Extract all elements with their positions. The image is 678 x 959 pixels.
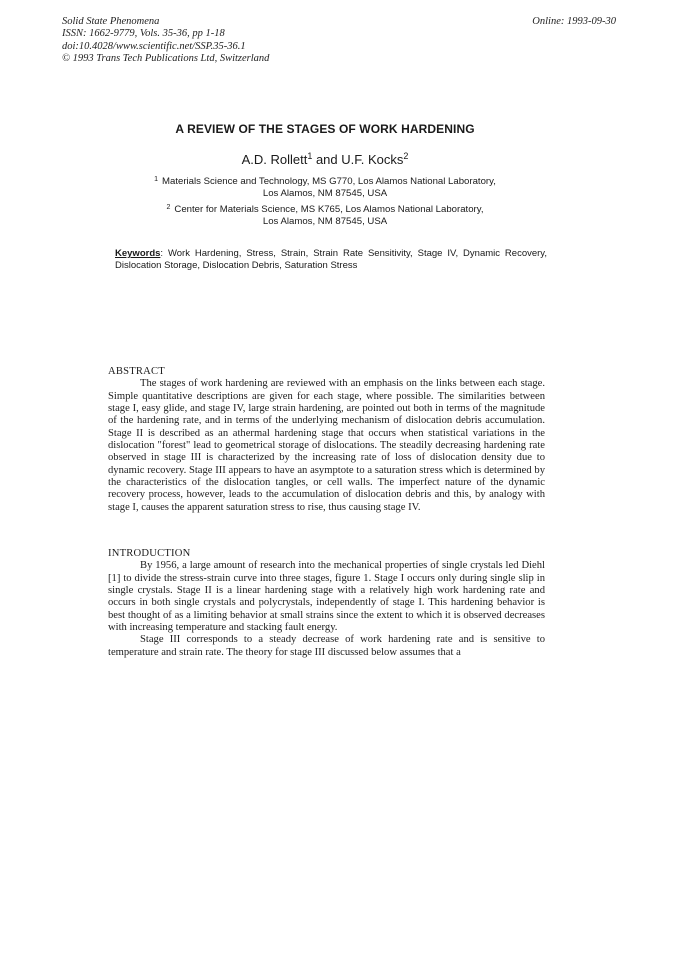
affiliation-1-line2: Los Alamos, NM 87545, USA xyxy=(262,188,388,200)
doi-line: doi:10.4028/www.scientific.net/SSP.35-36.1 xyxy=(62,40,246,52)
abstract-heading: ABSTRACT xyxy=(108,366,165,377)
introduction-section xyxy=(108,548,545,659)
introduction-paragraph-1: By 1956, a large amount of research into the mechanical properties of single crystals led Diehl [1] to divide the stress-strain curve into three stages, figure 1. Stage I occurs only during single slip in single crystals. Stage II is a linear hardening stage with a relatively high work hardening rate and occurs in both single crystals and polycrystals, independently of stage I. This hardening behavior is best thought of as a limiting behavior at small strains since the extent to which it is observed decreases with increasing temperature and stacking fault energy. xyxy=(108,560,545,634)
affiliation-2 xyxy=(0,202,650,228)
issn-line: ISSN: 1662-9779, Vols. 35-36, pp 1-18 xyxy=(62,28,225,40)
keywords-block xyxy=(115,248,547,273)
paper-title: A REVIEW OF THE STAGES OF WORK HARDENING xyxy=(175,122,475,136)
affiliation-2-line2: Los Alamos, NM 87545, USA xyxy=(262,216,388,228)
author-and: and xyxy=(315,152,338,167)
introduction-paragraph-2: Stage III corresponds to a steady decrease of work hardening rate and is sensitive to temperature and strain rate. The theory for stage III discussed below assumes that a xyxy=(108,634,545,658)
affiliation-1-line1: Materials Science and Technology, MS G770, Los Alamos National Laboratory, xyxy=(162,176,496,187)
author-2: U.F. Kocks xyxy=(341,152,404,167)
affiliation-1 xyxy=(0,174,650,200)
affiliation-1-mark: 1 xyxy=(154,176,159,183)
author-line xyxy=(0,151,650,167)
affiliation-2-mark: 2 xyxy=(166,204,171,211)
abstract-text: The stages of work hardening are reviewed with an emphasis on the links between each stage. Simple quantitative descriptions are given for each stage, where possible. The similarities between stage I, easy glide, and stage IV, large strain hardening, are pointed out both in terms of the magnitude of the hardening rate, and in terms of the underlying mechanism of dislocation debris accumulation. Stage II is described as an athermal hardening stage that occurs when statistical variations in the dislocation "forest" lead to geometrical storage of dislocations. The steadily decreasing hardening rate observed in stage III is characterized by the increasing rate of loss of dislocation density due to dynamic recovery. Stage III appears to have an asymptote to a saturation stress which is determined by the characteristics of the dislocation tangles, or cell walls. The imperfect nature of the dynamic recovery process, however, leads to the accumulation of dislocation debris and this, by analogy with stage I, causes the apparent saturation stress to rise, thus causing stage IV. xyxy=(108,378,545,513)
keywords-label: Keywords xyxy=(115,248,161,259)
affiliation-2-line1: Center for Materials Science, MS K765, Los Alamos National Laboratory, xyxy=(174,204,484,215)
journal-name: Solid State Phenomena xyxy=(62,16,160,27)
author-1-mark: 1 xyxy=(307,151,313,161)
online-date: Online: 1993-09-30 xyxy=(532,16,616,27)
abstract-section xyxy=(108,366,545,514)
introduction-heading: INTRODUCTION xyxy=(108,548,191,559)
keywords-text: : Work Hardening, Stress, Strain, Strain Rate Sensitivity, Stage IV, Dynamic Recovery, Dislocation Storage, Dislocation Debris, Saturation Stress xyxy=(115,248,547,272)
copyright-line: © 1993 Trans Tech Publications Ltd, Switzerland xyxy=(62,53,270,65)
journal-header xyxy=(62,16,269,66)
author-2-mark: 2 xyxy=(403,151,409,161)
author-1: A.D. Rollett xyxy=(241,152,308,167)
